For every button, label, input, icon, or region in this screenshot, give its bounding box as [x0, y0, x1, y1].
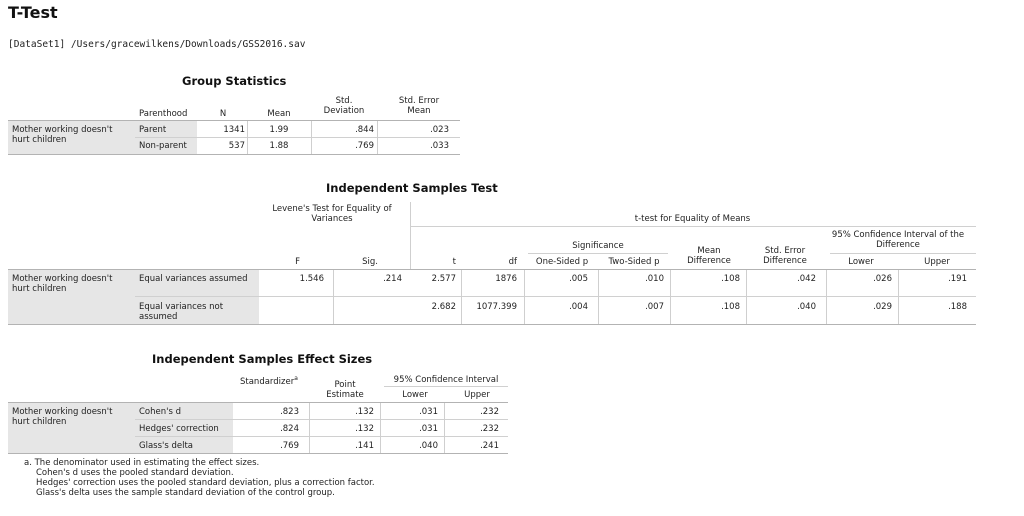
es-cohens-d-point: .132 — [355, 407, 374, 417]
ist-header-t: t — [452, 257, 456, 267]
ist-header-two-sided: Two-Sided p — [608, 257, 660, 267]
es-footnote-1: a. The denominator used in estimating the effect sizes. — [24, 458, 260, 468]
gs-row-divider — [135, 137, 460, 138]
gs-nonparent-mean: 1.88 — [269, 141, 289, 151]
es-glass-point: .141 — [355, 441, 374, 451]
ist-col-line — [598, 270, 599, 324]
ist-header-sig: Sig. — [362, 257, 378, 267]
gs-col-line — [247, 121, 248, 154]
es-header-standardizer-label: Standardizer — [240, 376, 295, 387]
ist-row2-t: 2.682 — [431, 302, 456, 312]
gs-nonparent-n: 537 — [228, 141, 245, 151]
gs-group-parent: Parent — [139, 125, 167, 135]
ist-equal-var-label: Equal variances assumed — [139, 274, 248, 284]
ist-row-divider — [135, 296, 976, 297]
es-glass-lower: .040 — [419, 441, 438, 451]
ist-row2-mean-diff: .108 — [721, 302, 740, 312]
gs-parent-sd: .844 — [355, 125, 374, 135]
ist-row2-lower: .029 — [873, 302, 892, 312]
es-cohens-d-lower: .031 — [419, 407, 438, 417]
es-cohens-d-upper: .232 — [480, 407, 499, 417]
ist-row1-df: 1876 — [495, 274, 517, 284]
independent-samples-test-title: Independent Samples Test — [326, 181, 498, 195]
es-bottom-divider — [8, 453, 508, 454]
gs-nonparent-se: .033 — [430, 141, 449, 151]
ist-col-line — [670, 270, 671, 324]
es-header-standardizer — [240, 374, 298, 387]
es-row-divider — [135, 436, 508, 437]
es-header-lower: Lower — [402, 390, 428, 400]
es-col-line — [309, 403, 310, 453]
ist-row1-upper: .191 — [948, 274, 967, 284]
ist-row1-one-sided: .005 — [569, 274, 588, 284]
ist-row2-se-diff: .040 — [797, 302, 816, 312]
page-title: T-Test — [8, 3, 58, 22]
ist-significance-header: Significance — [572, 241, 624, 251]
gs-nonparent-sd: .769 — [355, 141, 374, 151]
es-footnote-4: Glass's delta uses the sample standard deviation of the control group. — [36, 488, 335, 498]
es-glass-upper: .241 — [480, 441, 499, 451]
es-footnote-2: Cohen's d uses the pooled standard deviation. — [36, 468, 234, 478]
gs-header-std-error: Std. Error Mean — [398, 96, 440, 116]
gs-header-std-deviation: Std. Deviation — [323, 96, 365, 116]
es-hedges-label: Hedges' correction — [139, 424, 219, 434]
es-cohens-d-std: .823 — [280, 407, 299, 417]
es-glass-std: .769 — [280, 441, 299, 451]
gs-bottom-divider — [8, 154, 460, 155]
gs-parent-n: 1341 — [223, 125, 245, 135]
ist-levene-divider — [410, 202, 411, 270]
gs-col-line — [377, 121, 378, 154]
ist-col-line — [898, 270, 899, 324]
dataset-path: [DataSet1] /Users/gracewilkens/Downloads/GSS2016.sav — [8, 39, 306, 50]
ist-unequal-var-label: Equal variances not assumed — [139, 302, 224, 322]
ist-header-lower: Lower — [848, 257, 874, 267]
es-hedges-upper: .232 — [480, 424, 499, 434]
ist-header-mean-diff: Mean Difference — [687, 246, 731, 266]
ist-bottom-divider — [8, 324, 976, 325]
ist-header-one-sided: One-Sided p — [535, 257, 589, 267]
gs-group-nonparent: Non-parent — [139, 141, 187, 151]
ist-ttest-header-line — [410, 226, 976, 227]
gs-parent-se: .023 — [430, 125, 449, 135]
es-glass-label: Glass's delta — [139, 441, 194, 451]
ist-row-label: Mother working doesn't hurt children — [12, 274, 113, 294]
es-footnote-marker: a — [294, 375, 298, 382]
es-header-ci: 95% Confidence Interval — [393, 375, 499, 385]
ist-header-upper: Upper — [924, 257, 950, 267]
ist-col-line — [524, 270, 525, 324]
ist-col-line — [333, 270, 334, 324]
ist-header-df: df — [508, 257, 517, 267]
ist-row1-sig: .214 — [383, 274, 402, 284]
ist-col-line — [826, 270, 827, 324]
effect-sizes-title: Independent Samples Effect Sizes — [152, 352, 373, 366]
es-row-divider — [135, 419, 508, 420]
gs-header-n: N — [219, 109, 227, 119]
es-header-upper: Upper — [464, 390, 490, 400]
ist-row1-two-sided: .010 — [645, 274, 664, 284]
ist-ci-line — [830, 253, 976, 254]
es-footnote-3: Hedges' correction uses the pooled standard deviation, plus a correction factor. — [36, 478, 375, 488]
gs-parent-mean: 1.99 — [269, 125, 289, 135]
ist-col-line — [746, 270, 747, 324]
ist-header-se-diff: Std. Error Difference — [763, 246, 807, 266]
ist-row2-two-sided: .007 — [645, 302, 664, 312]
es-hedges-lower: .031 — [419, 424, 438, 434]
ist-col-line — [461, 270, 462, 324]
es-header-point: Point Estimate — [326, 380, 364, 400]
ist-ci-header: 95% Confidence Interval of the Difference — [831, 230, 965, 250]
es-ci-line — [384, 386, 508, 387]
es-col-line — [444, 403, 445, 453]
gs-header-parenthood: Parenthood — [139, 109, 188, 119]
ist-row2-one-sided: .004 — [569, 302, 588, 312]
ist-row1-lower: .026 — [873, 274, 892, 284]
gs-col-line — [311, 121, 312, 154]
es-hedges-point: .132 — [355, 424, 374, 434]
es-cohens-d-label: Cohen's d — [139, 407, 182, 417]
es-hedges-std: .824 — [280, 424, 299, 434]
ist-row2-upper: .188 — [948, 302, 967, 312]
ist-row1-se-diff: .042 — [797, 274, 816, 284]
ist-significance-line — [528, 253, 668, 254]
gs-row-label: Mother working doesn't hurt children — [12, 125, 113, 145]
ist-ttest-header: t-test for Equality of Means — [634, 214, 751, 224]
es-row-label: Mother working doesn't hurt children — [12, 407, 113, 427]
ist-row2-df: 1077.399 — [476, 302, 517, 312]
ist-levene-header: Levene's Test for Equality of Variances — [272, 204, 392, 224]
ist-row1-t: 2.577 — [431, 274, 456, 284]
ist-row1-mean-diff: .108 — [721, 274, 740, 284]
es-col-line — [380, 403, 381, 453]
ist-row1-f: 1.546 — [299, 274, 324, 284]
ist-header-f: F — [295, 257, 300, 267]
group-statistics-title: Group Statistics — [182, 74, 287, 88]
gs-header-mean-label: Mean — [267, 109, 291, 119]
